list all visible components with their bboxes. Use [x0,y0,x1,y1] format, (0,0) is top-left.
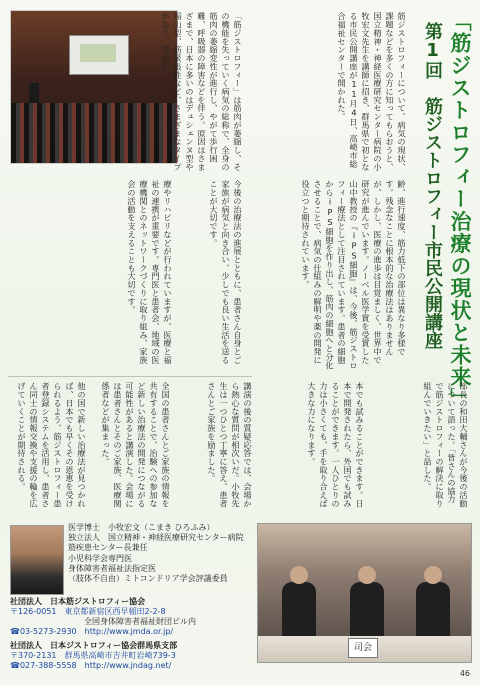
org-2-address: 〒370-2131 群馬県高崎市吉井町岩崎739-3 [10,651,176,660]
title-sub: 第1回 筋ジストロフィー市民公開講座 [422,22,443,349]
article-column-4: 今後の治療法の進展とともに、患者さん自身とご家族が病気と向き合い、少しでも良い生活を送ることが大切です。 [209,180,243,365]
org-2-name: 社団法人 日本ジストロフィー協会群馬県支部 [10,641,178,650]
org-1 [10,597,196,637]
org-2 [10,641,177,671]
speaker-portrait [10,525,64,595]
projection-screen [69,35,129,75]
org-2-contact[interactable]: ☎027-388-5558 http://www.jndag.net/ [10,661,172,670]
article-column-8: 講演の後の質疑応答では、会場から熱心な質問が相次いだ。小牧先生は一つひとつ丁寧に答え、患者さんとご家族を励ました。 [207,382,253,508]
divider [8,376,252,377]
speaker-bio [68,523,248,584]
article-column-7: 全国の患者さんとご家族の情報を共有することで、治験への参加など新しい治療法の開発につながる可能性があると講演した。会場には患者さんとそのご家族、医療関係者などが集まった。 [101,382,171,508]
bio-line-1: 医学博士 小牧宏文（こまき ひろふみ） [68,523,215,532]
page-number: 46 [459,669,470,678]
bio-line-4: 小児科学会専門医 [68,553,132,563]
article-column-2: 「筋ジストロフィー」は筋肉が萎縮し、その機能を失っていく病気の総称で、全身の筋肉の萎縮変性が進行し、やがて歩行困難、呼吸器の障害などを伴う。原因はさまざまで、日本に多いのはデュシェンヌ型や福山型、筋緊張性など、さまざまなタイプがあり、発症年 [161,12,243,171]
article-column-6: 他の国で新しい治療法が見つかれば、日本でも早くその恩恵を受けられるよう、筋ジストロフィー患者登録システムを活用し、患者さん同士の情報交換や支援の輪を広げていくことが期待される。 [17,382,87,508]
bio-line-6: （肢体不自由）ミトコンドリア学会評議委員 [68,574,228,584]
title-main: 「筋ジストロフィー治療の現状と未来」 [448,10,472,411]
article-column-3: 齢、進行速度、筋力低下の部位は異なり多様です。残念なことに根本的な治療法はありませんが、しかし、医療の進歩は目覚ましく、世界中で研究が進んでいます。ノーベル医学賞を受賞した山中教授の『iPS細胞』は、今後、筋ジストロフィー療法として注目されています。患者の細胞からiPS細胞を作り出し、筋肉の細胞へと分化させることで、病気の仕組みの解明や薬の開発に役立つと期待されています。 [301,180,407,370]
org-1-building: 全国身体障害者福祉財団ビル内 [84,617,196,626]
bio-line-2: 独立法人 国立精神・神経医療研究センター病院 [68,533,244,543]
panel-photo [257,523,472,663]
person-2 [350,582,384,644]
article-column-9: 本でも試みることができます。日本で開発されたら、外国でも試みることができます。一人ひとりの力は小さくても、手を取り合えば大きな力になります。 [307,382,365,508]
person-1 [282,582,316,644]
audience [11,103,177,163]
bio-line-5: 身体障害者福祉法指定医 [68,563,156,573]
lecture-hall-photo [10,10,178,164]
person-3 [416,582,450,644]
article-title [414,10,474,430]
org-1-address: 〒126-0051 東京都新宿区西早稲田2-2-8 [10,607,166,616]
bio-line-3: 筋疾患センター長兼任 [68,543,148,553]
article-column-5: 療やリハビリなどが行われていますが、医療と福祉の連携が重要です。専門医と患者会、地域の医療機関とのネットワークづくりに取り組み、家族会の活動を支えることも大切です。 [127,180,173,365]
moderator-sign: 司会 [348,638,378,658]
article-column-1: 筋ジストロフィーについて、病気の現状、課題などを多くの方に知ってもらおうと、国立精神・神経医療研究センター病院の小牧宏文先生を講師に招き、群馬県で初となる市民公開講座が11月4日、高崎市総合福祉センターで開かれた。 [337,12,407,171]
org-1-name: 社団法人 日本筋ジストロフィー協会 [10,597,146,606]
org-1-contact[interactable]: ☎03-5273-2930 http://www.jmda.or.jp/ [10,627,174,636]
article-column-10: 部長の和田大輔さんが今後の活動について語った。「皆さんの協力で筋ジストロフィーの解決に取り組んでいきたい」と話した。 [423,382,469,508]
